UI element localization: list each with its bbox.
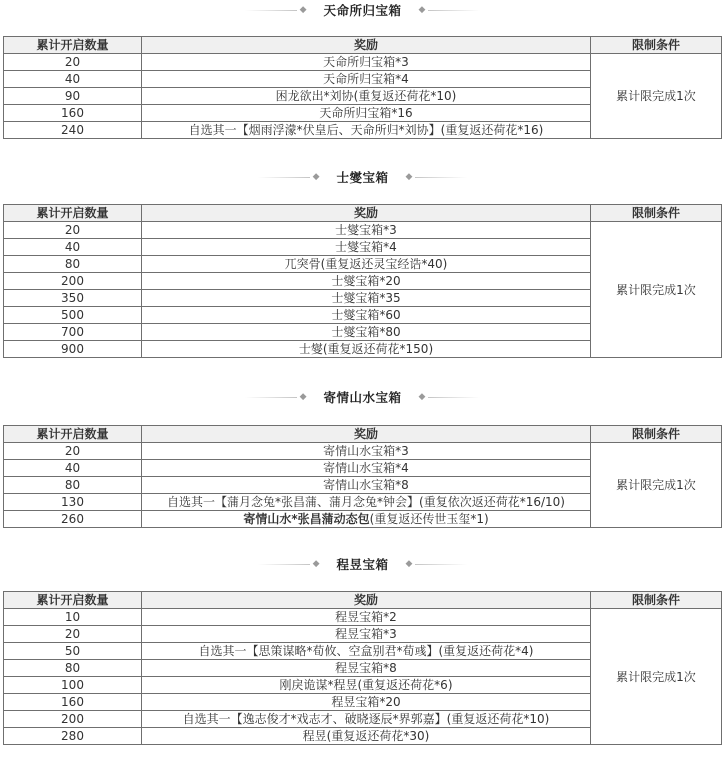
reward-cell: 兀突骨(重复返还灵宝经诰*40) <box>142 256 591 273</box>
reward-cell: 寄情山水宝箱*3 <box>142 443 591 460</box>
header-count: 累计开启数量 <box>4 37 142 54</box>
count-cell: 80 <box>4 477 142 494</box>
header-count: 累计开启数量 <box>4 205 142 222</box>
table-row <box>4 609 722 626</box>
reward-cell: 程昱宝箱*2 <box>142 609 591 626</box>
reward-cell: 士燮(重复返还荷花*150) <box>142 341 591 358</box>
count-cell: 350 <box>4 290 142 307</box>
count-cell: 80 <box>4 660 142 677</box>
count-cell: 20 <box>4 54 142 71</box>
count-cell: 50 <box>4 643 142 660</box>
count-cell: 40 <box>4 239 142 256</box>
reward-cell: 士燮宝箱*35 <box>142 290 591 307</box>
header-reward: 奖励 <box>142 592 591 609</box>
section-title-4 <box>0 554 725 574</box>
reward-cell: 自选其一【思策谋略*荀攸、空盒别君*荀彧】(重复返还荷花*4) <box>142 643 591 660</box>
reward-cell: 自选其一【逸志俊才*戏志才、破晓逐辰*界郭嘉】(重复返还荷花*10) <box>142 711 591 728</box>
count-cell: 500 <box>4 307 142 324</box>
reward-cell: 刚戾诡谋*程昱(重复返还荷花*6) <box>142 677 591 694</box>
highlight-reward-text: 寄情山水*张昌蒲动态包 <box>243 512 370 526</box>
header-limit: 限制条件 <box>591 426 722 443</box>
section-title-3 <box>0 387 725 407</box>
table-header-row <box>4 37 722 54</box>
count-cell: 200 <box>4 273 142 290</box>
count-cell: 20 <box>4 222 142 239</box>
header-limit: 限制条件 <box>591 592 722 609</box>
title-decoration-left: ◆ <box>258 560 323 569</box>
section-title-text: 程昱宝箱 <box>336 557 389 572</box>
reward-cell: 程昱(重复返还荷花*30) <box>142 728 591 745</box>
header-reward: 奖励 <box>142 37 591 54</box>
reward-cell: 士燮宝箱*3 <box>142 222 591 239</box>
reward-cell: 天命所归宝箱*16 <box>142 105 591 122</box>
rewards-table-3 <box>3 425 722 528</box>
header-count: 累计开启数量 <box>4 426 142 443</box>
reward-cell: 程昱宝箱*8 <box>142 660 591 677</box>
title-decoration-right: ◆ <box>403 560 468 569</box>
count-cell: 90 <box>4 88 142 105</box>
reward-cell: 自选其一【烟雨浮濛*伏皇后、天命所归*刘协】(重复返还荷花*16) <box>142 122 591 139</box>
section-title-text: 士燮宝箱 <box>336 170 389 185</box>
reward-cell: 困龙欲出*刘协(重复返还荷花*10) <box>142 88 591 105</box>
count-cell: 80 <box>4 256 142 273</box>
reward-cell: 士燮宝箱*4 <box>142 239 591 256</box>
count-cell: 20 <box>4 443 142 460</box>
title-decoration-right: ◆ <box>416 6 481 15</box>
reward-suffix-text: (重复返还传世玉玺*1) <box>369 512 489 526</box>
section-title-text: 天命所归宝箱 <box>323 3 402 18</box>
section-title-text: 寄情山水宝箱 <box>323 390 402 405</box>
reward-cell: 天命所归宝箱*3 <box>142 54 591 71</box>
table-row <box>4 222 722 239</box>
count-cell: 160 <box>4 105 142 122</box>
rewards-table-4 <box>3 591 722 745</box>
table-row <box>4 54 722 71</box>
section-title-1 <box>0 0 725 20</box>
section-title-2 <box>0 167 725 187</box>
count-cell: 100 <box>4 677 142 694</box>
table-row <box>4 443 722 460</box>
limit-cell: 累计限完成1次 <box>591 54 722 139</box>
count-cell: 20 <box>4 626 142 643</box>
table-header-row <box>4 205 722 222</box>
count-cell: 40 <box>4 71 142 88</box>
count-cell: 10 <box>4 609 142 626</box>
title-decoration-right: ◆ <box>416 393 481 402</box>
count-cell: 240 <box>4 122 142 139</box>
limit-cell: 累计限完成1次 <box>591 609 722 745</box>
title-decoration-left: ◆ <box>258 173 323 182</box>
limit-cell: 累计限完成1次 <box>591 222 722 358</box>
table-header-row <box>4 426 722 443</box>
title-decoration-right: ◆ <box>403 173 468 182</box>
reward-cell-highlight <box>142 511 591 528</box>
header-reward: 奖励 <box>142 426 591 443</box>
count-cell: 40 <box>4 460 142 477</box>
header-reward: 奖励 <box>142 205 591 222</box>
count-cell: 200 <box>4 711 142 728</box>
rewards-table-1 <box>3 36 722 139</box>
reward-cell: 自选其一【蒲月念兔*张昌蒲、蒲月念兔*钟会】(重复依次返还荷花*16/10) <box>142 494 591 511</box>
limit-cell: 累计限完成1次 <box>591 443 722 528</box>
reward-cell: 士燮宝箱*80 <box>142 324 591 341</box>
reward-cell: 程昱宝箱*20 <box>142 694 591 711</box>
count-cell: 900 <box>4 341 142 358</box>
header-limit: 限制条件 <box>591 205 722 222</box>
reward-cell: 程昱宝箱*3 <box>142 626 591 643</box>
reward-cell: 士燮宝箱*20 <box>142 273 591 290</box>
count-cell: 130 <box>4 494 142 511</box>
title-decoration-left: ◆ <box>245 6 310 15</box>
header-count: 累计开启数量 <box>4 592 142 609</box>
count-cell: 160 <box>4 694 142 711</box>
title-decoration-left: ◆ <box>245 393 310 402</box>
reward-cell: 寄情山水宝箱*8 <box>142 477 591 494</box>
count-cell: 260 <box>4 511 142 528</box>
count-cell: 700 <box>4 324 142 341</box>
reward-cell: 天命所归宝箱*4 <box>142 71 591 88</box>
table-header-row <box>4 592 722 609</box>
count-cell: 280 <box>4 728 142 745</box>
reward-cell: 士燮宝箱*60 <box>142 307 591 324</box>
reward-cell: 寄情山水宝箱*4 <box>142 460 591 477</box>
header-limit: 限制条件 <box>591 37 722 54</box>
rewards-table-2 <box>3 204 722 358</box>
